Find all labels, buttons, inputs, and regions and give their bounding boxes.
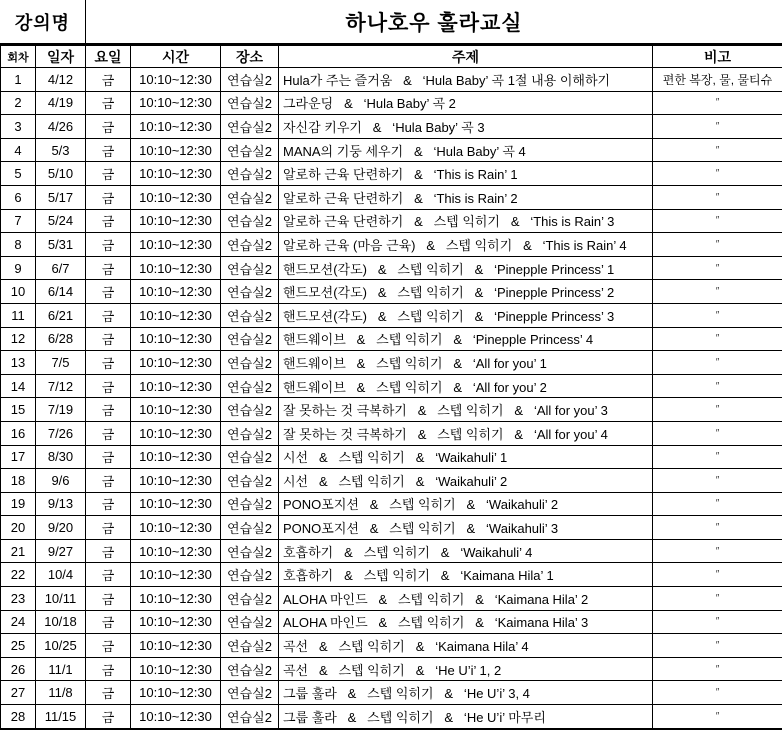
column-header-session: 회차 xyxy=(1,46,36,68)
cell-time: 10:10~12:30 xyxy=(131,563,221,587)
cell-time: 10:10~12:30 xyxy=(131,681,221,705)
cell-note: ″ xyxy=(653,563,782,587)
cell-topic: MANA의 기둥 세우기 & ‘Hula Baby’ 곡 4 xyxy=(279,138,653,162)
cell-note: ″ xyxy=(653,115,782,139)
cell-session: 7 xyxy=(1,209,36,233)
cell-date: 4/12 xyxy=(36,68,86,92)
cell-place: 연습실2 xyxy=(221,115,279,139)
cell-date: 4/26 xyxy=(36,115,86,139)
cell-topic: ALOHA 마인드 & 스텝 익히기 & ‘Kaimana Hila’ 3 xyxy=(279,610,653,634)
cell-date: 5/10 xyxy=(36,162,86,186)
cell-note: ″ xyxy=(653,634,782,658)
cell-topic: 핸드웨이브 & 스텝 익히기 & ‘All for you’ 1 xyxy=(279,351,653,375)
cell-note: ″ xyxy=(653,233,782,257)
cell-topic: 잘 못하는 것 극복하기 & 스텝 익히기 & ‘All for you’ 3 xyxy=(279,398,653,422)
cell-topic: 알로하 근육 단련하기 & 스텝 익히기 & ‘This is Rain’ 3 xyxy=(279,209,653,233)
cell-topic: 핸드웨이브 & 스텝 익히기 & ‘Pinepple Princess’ 4 xyxy=(279,327,653,351)
cell-place: 연습실2 xyxy=(221,657,279,681)
cell-day: 금 xyxy=(86,398,131,422)
cell-time: 10:10~12:30 xyxy=(131,539,221,563)
cell-note: ″ xyxy=(653,445,782,469)
cell-day: 금 xyxy=(86,374,131,398)
cell-time: 10:10~12:30 xyxy=(131,492,221,516)
cell-place: 연습실2 xyxy=(221,681,279,705)
cell-place: 연습실2 xyxy=(221,587,279,611)
cell-topic: 그라운딩 & ‘Hula Baby’ 곡 2 xyxy=(279,91,653,115)
cell-time: 10:10~12:30 xyxy=(131,610,221,634)
cell-day: 금 xyxy=(86,657,131,681)
cell-place: 연습실2 xyxy=(221,209,279,233)
cell-session: 20 xyxy=(1,516,36,540)
cell-note: ″ xyxy=(653,421,782,445)
cell-note: ″ xyxy=(653,91,782,115)
cell-day: 금 xyxy=(86,115,131,139)
cell-note: ″ xyxy=(653,705,782,729)
cell-date: 8/30 xyxy=(36,445,86,469)
table-row xyxy=(1,280,782,304)
cell-session: 2 xyxy=(1,91,36,115)
cell-place: 연습실2 xyxy=(221,563,279,587)
cell-place: 연습실2 xyxy=(221,138,279,162)
column-header-topic: 주제 xyxy=(279,46,653,68)
cell-session: 1 xyxy=(1,68,36,92)
cell-topic: 시선 & 스텝 익히기 & ‘Waikahuli’ 2 xyxy=(279,469,653,493)
table-row xyxy=(1,374,782,398)
cell-day: 금 xyxy=(86,634,131,658)
table-row xyxy=(1,303,782,327)
cell-session: 13 xyxy=(1,351,36,375)
cell-day: 금 xyxy=(86,610,131,634)
cell-note: ″ xyxy=(653,209,782,233)
cell-time: 10:10~12:30 xyxy=(131,398,221,422)
cell-day: 금 xyxy=(86,705,131,729)
cell-date: 10/25 xyxy=(36,634,86,658)
cell-session: 16 xyxy=(1,421,36,445)
table-header xyxy=(1,46,782,68)
table-row xyxy=(1,68,782,92)
cell-session: 22 xyxy=(1,563,36,587)
table-row xyxy=(1,681,782,705)
cell-place: 연습실2 xyxy=(221,303,279,327)
cell-date: 9/27 xyxy=(36,539,86,563)
cell-topic: 알로하 근육 단련하기 & ‘This is Rain’ 2 xyxy=(279,185,653,209)
cell-day: 금 xyxy=(86,492,131,516)
cell-time: 10:10~12:30 xyxy=(131,634,221,658)
table-row xyxy=(1,657,782,681)
cell-day: 금 xyxy=(86,68,131,92)
cell-session: 9 xyxy=(1,256,36,280)
cell-place: 연습실2 xyxy=(221,705,279,729)
cell-session: 19 xyxy=(1,492,36,516)
cell-time: 10:10~12:30 xyxy=(131,657,221,681)
cell-date: 10/4 xyxy=(36,563,86,587)
cell-topic: 자신감 키우기 & ‘Hula Baby’ 곡 3 xyxy=(279,115,653,139)
cell-note: ″ xyxy=(653,162,782,186)
cell-place: 연습실2 xyxy=(221,185,279,209)
cell-place: 연습실2 xyxy=(221,634,279,658)
table-row xyxy=(1,421,782,445)
cell-topic: 잘 못하는 것 극복하기 & 스텝 익히기 & ‘All for you’ 4 xyxy=(279,421,653,445)
cell-note: 편한 복장, 물, 물티슈 xyxy=(653,68,782,92)
table-row xyxy=(1,256,782,280)
cell-place: 연습실2 xyxy=(221,280,279,304)
table-row xyxy=(1,705,782,729)
cell-topic: PONO포지션 & 스텝 익히기 & ‘Waikahuli’ 2 xyxy=(279,492,653,516)
cell-session: 15 xyxy=(1,398,36,422)
table-row xyxy=(1,91,782,115)
column-header-note: 비고 xyxy=(653,46,782,68)
cell-date: 7/19 xyxy=(36,398,86,422)
cell-note: ″ xyxy=(653,398,782,422)
cell-topic: ALOHA 마인드 & 스텝 익히기 & ‘Kaimana Hila’ 2 xyxy=(279,587,653,611)
cell-note: ″ xyxy=(653,185,782,209)
cell-day: 금 xyxy=(86,445,131,469)
table-row xyxy=(1,398,782,422)
table-row xyxy=(1,610,782,634)
cell-day: 금 xyxy=(86,516,131,540)
cell-date: 5/31 xyxy=(36,233,86,257)
cell-session: 28 xyxy=(1,705,36,729)
cell-topic: 핸드모션(각도) & 스텝 익히기 & ‘Pinepple Princess’ 1 xyxy=(279,256,653,280)
cell-session: 10 xyxy=(1,280,36,304)
cell-place: 연습실2 xyxy=(221,421,279,445)
course-title: 하나호우 훌라교실 xyxy=(345,11,523,35)
cell-note: ″ xyxy=(653,138,782,162)
cell-session: 3 xyxy=(1,115,36,139)
schedule-table xyxy=(0,45,782,730)
cell-place: 연습실2 xyxy=(221,233,279,257)
cell-topic: 시선 & 스텝 익히기 & ‘Waikahuli’ 1 xyxy=(279,445,653,469)
cell-date: 6/21 xyxy=(36,303,86,327)
table-row xyxy=(1,492,782,516)
cell-note: ″ xyxy=(653,587,782,611)
table-row xyxy=(1,516,782,540)
cell-time: 10:10~12:30 xyxy=(131,587,221,611)
column-header-date: 일자 xyxy=(36,46,86,68)
cell-time: 10:10~12:30 xyxy=(131,68,221,92)
cell-day: 금 xyxy=(86,563,131,587)
cell-day: 금 xyxy=(86,327,131,351)
cell-time: 10:10~12:30 xyxy=(131,351,221,375)
cell-session: 17 xyxy=(1,445,36,469)
cell-day: 금 xyxy=(86,280,131,304)
cell-day: 금 xyxy=(86,209,131,233)
cell-topic: 곡선 & 스텝 익히기 & ‘Kaimana Hila’ 4 xyxy=(279,634,653,658)
cell-place: 연습실2 xyxy=(221,516,279,540)
cell-time: 10:10~12:30 xyxy=(131,91,221,115)
table-row xyxy=(1,209,782,233)
table-row xyxy=(1,138,782,162)
table-body xyxy=(1,68,782,729)
title-row xyxy=(0,0,782,45)
cell-day: 금 xyxy=(86,91,131,115)
cell-day: 금 xyxy=(86,351,131,375)
table-row xyxy=(1,469,782,493)
cell-date: 7/12 xyxy=(36,374,86,398)
cell-day: 금 xyxy=(86,469,131,493)
table-row xyxy=(1,327,782,351)
cell-date: 6/7 xyxy=(36,256,86,280)
course-label: 강의명 xyxy=(0,0,86,43)
cell-day: 금 xyxy=(86,162,131,186)
cell-date: 6/28 xyxy=(36,327,86,351)
cell-topic: PONO포지션 & 스텝 익히기 & ‘Waikahuli’ 3 xyxy=(279,516,653,540)
cell-topic: 호흡하기 & 스텝 익히기 & ‘Waikahuli’ 4 xyxy=(279,539,653,563)
cell-time: 10:10~12:30 xyxy=(131,185,221,209)
cell-topic: 핸드모션(각도) & 스텝 익히기 & ‘Pinepple Princess’ 3 xyxy=(279,303,653,327)
cell-time: 10:10~12:30 xyxy=(131,233,221,257)
cell-date: 9/20 xyxy=(36,516,86,540)
cell-session: 4 xyxy=(1,138,36,162)
cell-place: 연습실2 xyxy=(221,327,279,351)
table-row xyxy=(1,233,782,257)
cell-note: ″ xyxy=(653,351,782,375)
column-header-time: 시간 xyxy=(131,46,221,68)
cell-date: 5/17 xyxy=(36,185,86,209)
cell-topic: 핸드웨이브 & 스텝 익히기 & ‘All for you’ 2 xyxy=(279,374,653,398)
cell-note: ″ xyxy=(653,469,782,493)
cell-place: 연습실2 xyxy=(221,374,279,398)
cell-note: ″ xyxy=(653,280,782,304)
cell-time: 10:10~12:30 xyxy=(131,115,221,139)
cell-place: 연습실2 xyxy=(221,91,279,115)
table-row xyxy=(1,634,782,658)
cell-session: 25 xyxy=(1,634,36,658)
table-row xyxy=(1,563,782,587)
cell-topic: 알로하 근육 (마음 근육) & 스텝 익히기 & ‘This is Rain’ 4 xyxy=(279,233,653,257)
column-header-place: 장소 xyxy=(221,46,279,68)
cell-date: 6/14 xyxy=(36,280,86,304)
cell-session: 27 xyxy=(1,681,36,705)
cell-session: 24 xyxy=(1,610,36,634)
cell-time: 10:10~12:30 xyxy=(131,138,221,162)
cell-place: 연습실2 xyxy=(221,398,279,422)
cell-day: 금 xyxy=(86,587,131,611)
cell-topic: 호흡하기 & 스텝 익히기 & ‘Kaimana Hila’ 1 xyxy=(279,563,653,587)
cell-time: 10:10~12:30 xyxy=(131,374,221,398)
cell-date: 9/13 xyxy=(36,492,86,516)
cell-date: 10/18 xyxy=(36,610,86,634)
cell-note: ″ xyxy=(653,303,782,327)
column-header-day: 요일 xyxy=(86,46,131,68)
table-row xyxy=(1,162,782,186)
cell-date: 5/3 xyxy=(36,138,86,162)
cell-place: 연습실2 xyxy=(221,256,279,280)
cell-place: 연습실2 xyxy=(221,539,279,563)
cell-date: 10/11 xyxy=(36,587,86,611)
cell-date: 7/5 xyxy=(36,351,86,375)
cell-place: 연습실2 xyxy=(221,610,279,634)
cell-session: 26 xyxy=(1,657,36,681)
cell-place: 연습실2 xyxy=(221,469,279,493)
cell-note: ″ xyxy=(653,327,782,351)
table-row xyxy=(1,115,782,139)
cell-topic: 그룹 훌라 & 스텝 익히기 & ‘He U’i’ 마무리 xyxy=(279,705,653,729)
cell-session: 14 xyxy=(1,374,36,398)
cell-day: 금 xyxy=(86,303,131,327)
cell-time: 10:10~12:30 xyxy=(131,327,221,351)
cell-date: 11/15 xyxy=(36,705,86,729)
cell-session: 5 xyxy=(1,162,36,186)
cell-note: ″ xyxy=(653,657,782,681)
cell-topic: 그룹 훌라 & 스텝 익히기 & ‘He U’i’ 3, 4 xyxy=(279,681,653,705)
cell-time: 10:10~12:30 xyxy=(131,209,221,233)
cell-date: 5/24 xyxy=(36,209,86,233)
cell-session: 11 xyxy=(1,303,36,327)
cell-session: 12 xyxy=(1,327,36,351)
cell-place: 연습실2 xyxy=(221,492,279,516)
cell-time: 10:10~12:30 xyxy=(131,445,221,469)
cell-time: 10:10~12:30 xyxy=(131,421,221,445)
cell-session: 8 xyxy=(1,233,36,257)
cell-note: ″ xyxy=(653,681,782,705)
cell-note: ″ xyxy=(653,610,782,634)
cell-day: 금 xyxy=(86,539,131,563)
cell-day: 금 xyxy=(86,138,131,162)
cell-session: 21 xyxy=(1,539,36,563)
table-row xyxy=(1,445,782,469)
cell-topic: Hula가 주는 즐거움 & ‘Hula Baby’ 곡 1절 내용 이해하기 xyxy=(279,68,653,92)
cell-time: 10:10~12:30 xyxy=(131,162,221,186)
cell-topic: 알로하 근육 단련하기 & ‘This is Rain’ 1 xyxy=(279,162,653,186)
cell-note: ″ xyxy=(653,539,782,563)
cell-time: 10:10~12:30 xyxy=(131,303,221,327)
cell-day: 금 xyxy=(86,681,131,705)
cell-place: 연습실2 xyxy=(221,68,279,92)
cell-date: 9/6 xyxy=(36,469,86,493)
cell-time: 10:10~12:30 xyxy=(131,280,221,304)
cell-date: 4/19 xyxy=(36,91,86,115)
cell-session: 18 xyxy=(1,469,36,493)
cell-time: 10:10~12:30 xyxy=(131,516,221,540)
header-row xyxy=(1,46,782,68)
table-row xyxy=(1,587,782,611)
cell-date: 11/8 xyxy=(36,681,86,705)
cell-topic: 곡선 & 스텝 익히기 & ‘He U’i’ 1, 2 xyxy=(279,657,653,681)
cell-session: 23 xyxy=(1,587,36,611)
cell-date: 11/1 xyxy=(36,657,86,681)
table-row xyxy=(1,539,782,563)
cell-place: 연습실2 xyxy=(221,162,279,186)
cell-time: 10:10~12:30 xyxy=(131,469,221,493)
cell-day: 금 xyxy=(86,256,131,280)
cell-time: 10:10~12:30 xyxy=(131,256,221,280)
table-row xyxy=(1,185,782,209)
table-row xyxy=(1,351,782,375)
cell-note: ″ xyxy=(653,256,782,280)
cell-session: 6 xyxy=(1,185,36,209)
cell-day: 금 xyxy=(86,421,131,445)
cell-note: ″ xyxy=(653,516,782,540)
cell-place: 연습실2 xyxy=(221,445,279,469)
cell-topic: 핸드모션(각도) & 스텝 익히기 & ‘Pinepple Princess’ 2 xyxy=(279,280,653,304)
cell-date: 7/26 xyxy=(36,421,86,445)
cell-time: 10:10~12:30 xyxy=(131,705,221,729)
cell-note: ″ xyxy=(653,374,782,398)
cell-day: 금 xyxy=(86,185,131,209)
cell-place: 연습실2 xyxy=(221,351,279,375)
cell-day: 금 xyxy=(86,233,131,257)
cell-note: ″ xyxy=(653,492,782,516)
